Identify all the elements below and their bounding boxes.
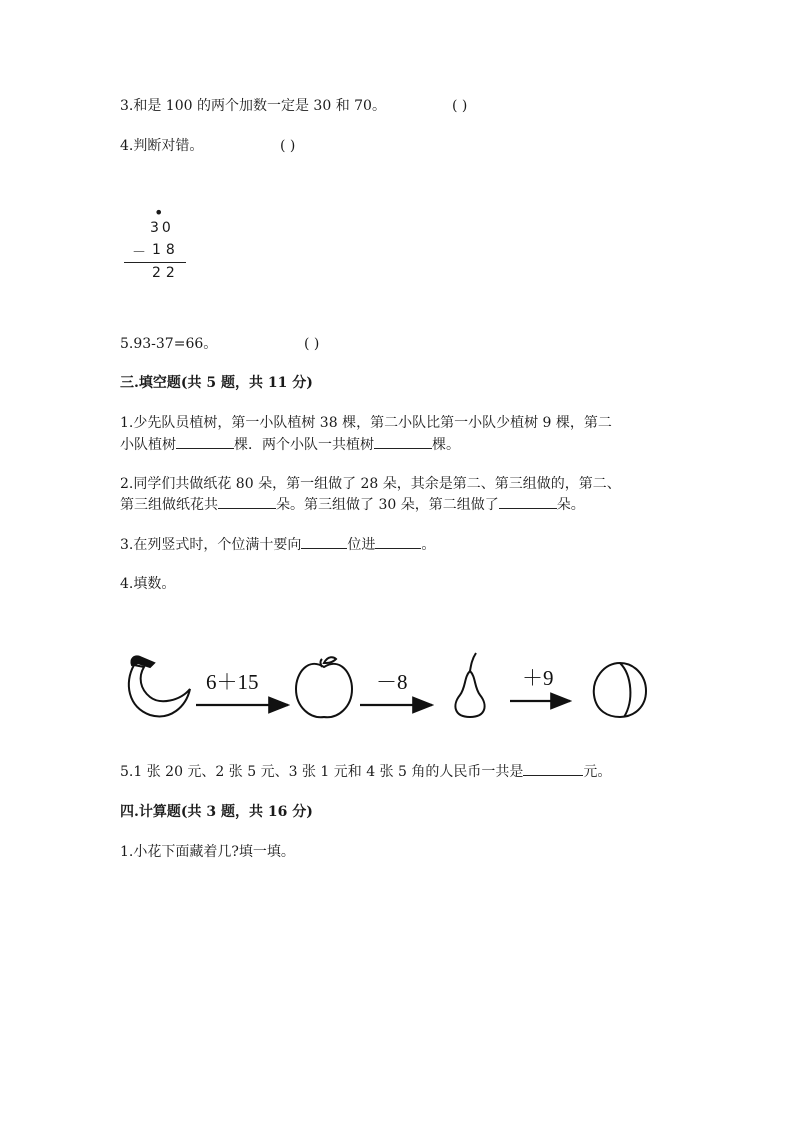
fill-q1-label-c: 棵。 (432, 437, 460, 453)
fill-q1-label-b: 棵．两个小队一共植树 (234, 437, 374, 453)
fill-q1-blank-1[interactable] (176, 434, 234, 449)
calc-q1-text: 1.小花下面藏着几?填一填。 (120, 844, 295, 860)
minuend: 30 (150, 220, 174, 236)
fill-q2-blank-2[interactable] (499, 494, 557, 509)
minus-sign: － (132, 245, 149, 261)
judge-q5-answer-paren[interactable]: ( ) (304, 336, 320, 352)
operation-2: －8 (376, 670, 408, 694)
fill-q3 (120, 534, 435, 555)
fill-q2-label-a: 第三组做纸花共 (120, 497, 218, 513)
subtrahend: 18 (152, 242, 180, 258)
difference: 22 (152, 265, 180, 281)
fill-q3-label-b: 位进 (347, 537, 376, 553)
judge-q4-text: 4.判断对错。 (120, 138, 204, 154)
judge-q5-text: 5.93-37=66。 (120, 336, 218, 352)
section3-title: 三.填空题(共 5 题，共 11 分) (120, 375, 313, 391)
fill-q5-label-b: 元。 (583, 764, 612, 780)
fill-q1-line1: 1.少先队员植树，第一小队植树 38 棵，第二小队比第一小队少植树 9 棵，第二 (120, 415, 612, 431)
fill-q5 (120, 761, 611, 782)
apple-icon (296, 657, 352, 717)
calc-rule (124, 262, 186, 263)
fill-q3-blank-2[interactable] (375, 534, 421, 549)
banana-icon (129, 656, 190, 716)
fill-q3-blank-1[interactable] (301, 534, 347, 549)
fill-q5-label-a: 5.1 张 20 元、2 张 5 元、3 张 1 元和 4 张 5 角的人民币一共是 (120, 764, 524, 780)
operation-3: ＋9 (522, 666, 554, 690)
fill-q1-label-a: 小队植树 (120, 437, 176, 453)
fill-q2-line1: 2.同学们共做纸花 80 朵，第一组做了 28 朵，其余是第二、第三组做的，第二、 (120, 476, 621, 492)
fill-q2-label-c: 朵。 (556, 497, 585, 513)
fruit-chain-figure (120, 645, 660, 725)
fill-q2-blank-1[interactable] (218, 494, 276, 509)
section4-title: 四.计算题(共 3 题，共 16 分) (120, 804, 313, 820)
fill-q3-label-c: 。 (421, 537, 436, 553)
fill-q3-label-a: 3.在列竖式时，个位满十要向 (120, 537, 302, 553)
operation-1: 6＋15 (206, 670, 259, 694)
judge-q3-answer-paren[interactable]: ( ) (452, 98, 468, 114)
fill-q1-line2 (120, 434, 460, 455)
judge-q4-answer-paren[interactable]: ( ) (280, 138, 296, 154)
carry-dot: • (154, 203, 164, 222)
judge-q4 (120, 136, 203, 156)
fill-q2-line2 (120, 494, 585, 515)
peach-icon (594, 663, 646, 717)
fill-q2-label-b: 朵。第三组做了 30 朵，第二组做了 (276, 497, 499, 513)
judge-q5 (120, 334, 217, 354)
judge-q3 (120, 96, 386, 116)
fill-q5-blank[interactable] (523, 761, 583, 776)
fill-q1-blank-2[interactable] (374, 434, 432, 449)
fill-q4-text: 4.填数。 (120, 576, 176, 592)
pear-icon (455, 653, 484, 717)
judge-q3-text: 3.和是 100 的两个加数一定是 30 和 70。 (120, 98, 386, 114)
